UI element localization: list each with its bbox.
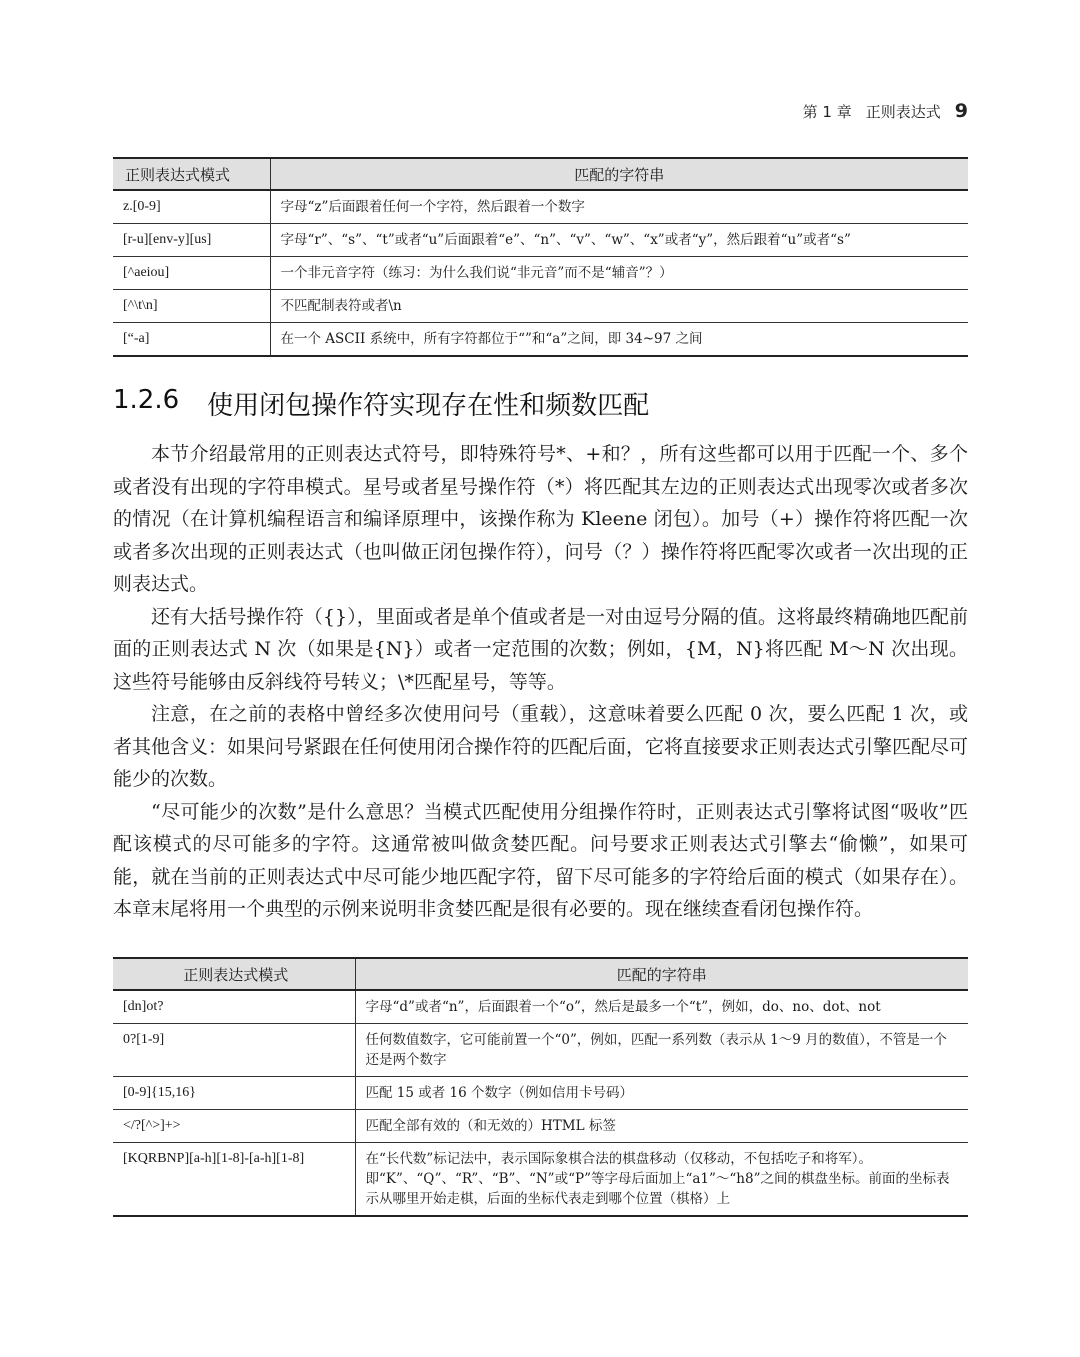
match-cell: 在一个 ASCII 系统中，所有字符都位于“”和“a”之间，即 34~97 之间 xyxy=(270,323,968,357)
pattern-cell: [^\t\n] xyxy=(113,290,270,323)
pattern-cell: [r-u][env-y][us] xyxy=(113,224,270,257)
paragraph: 还有大括号操作符（{}），里面或者是单个值或者是一对由逗号分隔的值。这将最终精确地匹配前面的正则表达式 N 次（如果是{N}）或者一定范围的次数；例如，{M，N}将匹配 M～N 次出现。这些符号能够由反斜线符号转义；\*匹配星号，等等。 xyxy=(113,605,968,693)
chapter-label: 第 1 章 xyxy=(802,103,852,121)
match-cell: 字母“d”或者“n”，后面跟着一个“o”，然后是最多一个“t”，例如，do、no、dot、not xyxy=(355,990,968,1024)
pattern-cell: [KQRBNP][a-h][1-8]-[a-h][1-8] xyxy=(113,1143,355,1217)
match-cell: 任何数值数字，它可能前置一个“0”，例如，匹配一系列数（表示从 1～9 月的数值），不管是一个还是两个数字 xyxy=(355,1024,968,1077)
match-cell: 匹配 15 或者 16 个数字（例如信用卡号码） xyxy=(355,1077,968,1110)
column-header-pattern: 正则表达式模式 xyxy=(113,958,355,990)
pattern-cell: [0-9]{15,16} xyxy=(113,1077,355,1110)
table-row xyxy=(113,224,968,257)
table-row xyxy=(113,1024,968,1077)
table-row xyxy=(113,257,968,290)
pattern-cell: 0?[1-9] xyxy=(113,1024,355,1077)
table-row xyxy=(113,290,968,323)
match-cell: 不匹配制表符或者\n xyxy=(270,290,968,323)
table-row xyxy=(113,323,968,357)
match-cell: 匹配全部有效的（和无效的）HTML 标签 xyxy=(355,1110,968,1143)
column-header-match: 匹配的字符串 xyxy=(355,958,968,990)
section-title: 使用闭包操作符实现存在性和频数匹配 xyxy=(207,391,650,421)
regex-table-1 xyxy=(113,157,968,357)
column-header-match: 匹配的字符串 xyxy=(270,158,968,190)
table-header-row xyxy=(113,958,968,990)
paragraph: 注意，在之前的表格中曾经多次使用问号（重载），这意味着要么匹配 0 次，要么匹配 1 次，或者其他含义：如果问号紧跟在任何使用闭合操作符的匹配后面，它将直接要求正则表达式引擎匹配尽可能少的次数。 xyxy=(113,703,969,790)
pattern-cell: </?[^>]+> xyxy=(113,1110,355,1143)
table-row xyxy=(113,1077,968,1110)
table-row xyxy=(113,1110,968,1143)
pattern-cell: z.[0-9] xyxy=(113,190,270,224)
match-cell: 字母“r”、“s”、“t”或者“u”后面跟着“e”、“n”、“v”、“w”、“x”或者“y”，然后跟着“u”或者“s” xyxy=(270,224,968,257)
section-heading xyxy=(113,385,649,422)
match-cell: 一个非元音字符（练习：为什么我们说“非元音”而不是“辅音”？） xyxy=(270,257,968,290)
page-number: 9 xyxy=(954,100,968,122)
pattern-cell: [^aeiou] xyxy=(113,257,270,290)
running-header xyxy=(803,100,968,122)
body-text xyxy=(113,438,968,926)
regex-table-2 xyxy=(113,957,968,1217)
match-cell: 在“长代数”标记法中，表示国际象棋合法的棋盘移动（仅移动，不包括吃子和将军）。即“K”、“Q”、“R”、“B”、“N”或“P”等字母后面加上“a1”～“h8”之间的棋盘坐标。前面的坐标表示从哪里开始走棋，后面的坐标代表走到哪个位置（棋格）上 xyxy=(355,1143,968,1217)
table-header-row xyxy=(113,158,968,190)
table-row xyxy=(113,1143,968,1217)
pattern-cell: [dn]ot? xyxy=(113,990,355,1024)
paragraph: “尽可能少的次数”是什么意思？当模式匹配使用分组操作符时，正则表达式引擎将试图“吸收”匹配该模式的尽可能多的字符。这通常被叫做贪婪匹配。问号要求正则表达式引擎去“偷懒”，如果可能，就在当前的正则表达式中尽可能少地匹配字符，留下尽可能多的字符给后面的模式（如果存在）。本章末尾将用一个典型的示例来说明非贪婪匹配是很有必要的。现在继续查看闭包操作符。 xyxy=(113,800,968,920)
chapter-title: 正则表达式 xyxy=(865,103,941,121)
column-header-pattern: 正则表达式模式 xyxy=(113,158,270,190)
match-cell: 字母“z”后面跟着任何一个字符，然后跟着一个数字 xyxy=(270,190,968,224)
table-row xyxy=(113,990,968,1024)
paragraph: 本节介绍最常用的正则表达式符号，即特殊符号*、+和？，所有这些都可以用于匹配一个、多个或者没有出现的字符串模式。星号或者星号操作符（*）将匹配其左边的正则表达式出现零次或者多次的情况（在计算机编程语言和编译原理中，该操作称为 Kleene 闭包）。加号（+）操作符将匹配一次或者多次出现的正则表达式（也叫做正闭包操作符），问号（？）操作符将匹配零次或者一次出现的正则表达式。 xyxy=(113,443,968,595)
section-number: 1.2.6 xyxy=(113,385,180,415)
pattern-cell: [“-a] xyxy=(113,323,270,357)
table-row xyxy=(113,190,968,224)
